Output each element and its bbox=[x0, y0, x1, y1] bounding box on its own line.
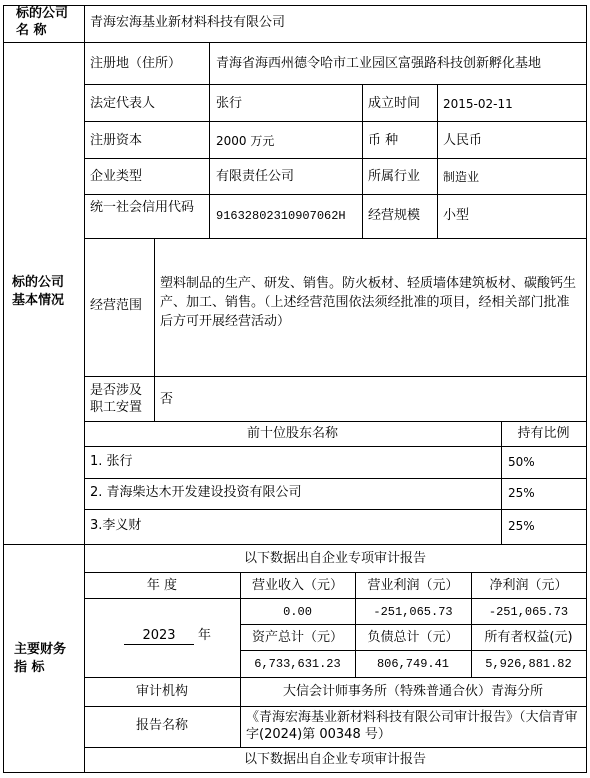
finance-section-label-line1: 主要财务 bbox=[14, 642, 67, 657]
report-name-label: 报告名称 bbox=[135, 718, 188, 733]
basic-section-label-line1: 标的公司 bbox=[12, 275, 65, 290]
business-scope: 塑料制品的生产、研发、销售。防火板材、轻质墙体建筑板材、碳酸钙生产、加工、销售。（上述经营范围依法须经批准的项目，经相关部门批准后方可开展经营活动） bbox=[160, 276, 577, 329]
legal-rep-label: 法定代表人 bbox=[90, 96, 156, 111]
staff-placement: 否 bbox=[160, 392, 174, 407]
reg-address: 青海省海西州德令哈市工业园区富强路科技创新孵化基地 bbox=[216, 56, 542, 71]
data-source-note: 以下数据出自企业专项审计报告 bbox=[243, 551, 426, 566]
fiscal-year: 2023 bbox=[124, 628, 194, 645]
total-liabilities-value: 806,749.41 bbox=[376, 657, 449, 671]
founded-date: 2015-02-11 bbox=[443, 97, 513, 111]
owners-equity-value: 5,926,881.82 bbox=[485, 657, 572, 671]
shareholder-ratio: 25% bbox=[508, 519, 535, 533]
scale-label: 经营规模 bbox=[368, 208, 421, 223]
owners-equity-label: 所有者权益(元) bbox=[484, 630, 573, 645]
scope-label: 经营范围 bbox=[90, 298, 143, 313]
net-profit-label: 净利润（元） bbox=[489, 578, 568, 593]
shareholders-header: 前十位股东名称 bbox=[246, 426, 338, 441]
year-label: 年 度 bbox=[146, 578, 178, 593]
currency-label: 币 种 bbox=[368, 133, 399, 148]
data-source-note-bottom: 以下数据出自企业专项审计报告 bbox=[243, 752, 426, 767]
operating-profit-value: -251,065.73 bbox=[373, 605, 453, 619]
target-name: 青海宏海基业新材料科技有限公司 bbox=[90, 15, 286, 30]
finance-section-label-line2: 指 标 bbox=[14, 660, 45, 675]
capital-label: 注册资本 bbox=[90, 133, 143, 148]
capital: 2000 万元 bbox=[216, 134, 275, 148]
target-name-label-line2: 名 称 bbox=[16, 23, 47, 38]
scale: 小型 bbox=[443, 208, 470, 223]
shareholder-name: 2. 青海柴达木开发建设投资有限公司 bbox=[90, 485, 302, 500]
revenue-value: 0.00 bbox=[283, 605, 312, 619]
operating-profit-label: 营业利润（元） bbox=[367, 578, 459, 593]
company-type-label: 企业类型 bbox=[90, 169, 143, 184]
company-type: 有限责任公司 bbox=[216, 169, 295, 184]
shareholder-ratio: 25% bbox=[508, 486, 535, 500]
total-liabilities-label: 负债总计（元） bbox=[367, 630, 459, 645]
credit-code: 91632802310907062H bbox=[216, 209, 346, 223]
staff-placement-label: 是否涉及职工安置 bbox=[90, 383, 143, 415]
revenue-label: 营业收入（元） bbox=[251, 578, 343, 593]
credit-code-label: 统一社会信用代码 bbox=[90, 200, 195, 215]
total-assets-label: 资产总计（元） bbox=[251, 630, 343, 645]
fiscal-year-suffix: 年 bbox=[198, 628, 212, 643]
basic-section-label-line2: 基本情况 bbox=[12, 293, 65, 308]
auditor-label: 审计机构 bbox=[135, 684, 188, 699]
auditor: 大信会计师事务所（特殊普通合伙）青海分所 bbox=[282, 684, 543, 699]
founded-label: 成立时间 bbox=[368, 96, 421, 111]
net-profit-value: -251,065.73 bbox=[488, 605, 569, 619]
industry-label: 所属行业 bbox=[368, 169, 421, 184]
target-name-label-line1: 标的公司 bbox=[16, 6, 69, 21]
total-assets-value: 6,733,631.23 bbox=[254, 657, 341, 671]
reg-address-label: 注册地（住所） bbox=[90, 56, 182, 71]
industry: 制造业 bbox=[443, 170, 480, 184]
shareholder-ratio: 50% bbox=[508, 455, 535, 469]
shareholder-name: 3.李义财 bbox=[90, 518, 142, 533]
shareholder-name: 1. 张行 bbox=[90, 454, 133, 469]
ratio-header: 持有比例 bbox=[517, 426, 570, 441]
legal-rep: 张行 bbox=[216, 96, 243, 111]
report-name: 《青海宏海基业新材料科技有限公司审计报告》（大信青审字(2024)第 00348 号） bbox=[246, 710, 578, 742]
currency: 人民币 bbox=[443, 133, 483, 148]
